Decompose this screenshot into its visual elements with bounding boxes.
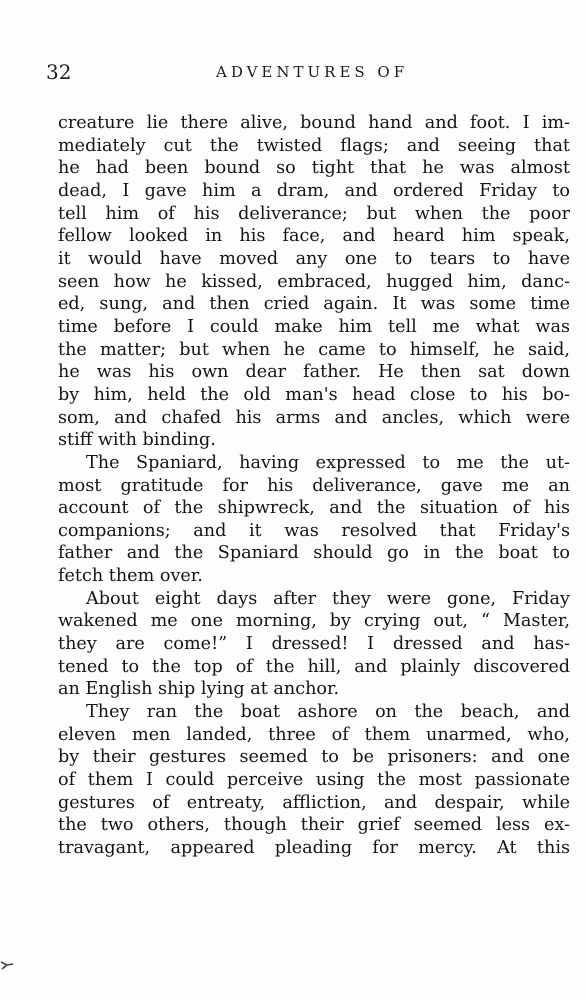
text-line: tened to the top of the hill, and plainly discovered	[58, 656, 570, 677]
text-line: he had been bound so tight that he was almost	[58, 158, 570, 179]
text-line: he was his own dear father. He then sat down	[58, 362, 570, 383]
text-line: account of the shipwreck, and the situation of his	[58, 498, 570, 519]
text-line: an English ship lying at anchor.	[58, 679, 340, 700]
page-number: 32	[46, 60, 72, 84]
paragraph-4	[58, 701, 570, 860]
text-line: the two others, though their grief seemed less ex-	[58, 815, 570, 836]
text-line: ed, sung, and then cried again. It was some time	[58, 294, 570, 315]
text-line: by their gestures seemed to be prisoners: and one	[58, 747, 570, 768]
text-line: by him, held the old man's head close to his bo-	[58, 384, 570, 405]
text-line: The Spaniard, having expressed to me the ut-	[86, 452, 570, 473]
text-line: dead, I gave him a dram, and ordered Friday to	[58, 180, 570, 201]
paragraph-2	[58, 452, 570, 588]
text-line: it would have moved any one to tears to have	[58, 248, 570, 269]
text-line: seen how he kissed, embraced, hugged him, danc-	[58, 271, 570, 292]
text-line: tell him of his deliverance; but when the poor	[58, 203, 570, 224]
text-line: wakened me one morning, by crying out, “ Master,	[58, 611, 570, 632]
text-line: fetch them over.	[58, 566, 203, 587]
running-head	[46, 60, 566, 84]
margin-ink-mark-icon	[0, 958, 18, 972]
running-title: ADVENTURES OF	[216, 63, 409, 81]
paragraph-3	[58, 588, 570, 701]
text-line: creature lie there alive, bound hand and foot. I im-	[58, 113, 570, 133]
text-line: travagant, appeared pleading for mercy. At this	[58, 838, 570, 858]
text-line: of them I could perceive using the most passionate	[58, 770, 570, 791]
body-text	[58, 112, 570, 860]
text-line: They ran the boat ashore on the beach, and	[86, 702, 570, 723]
text-line: About eight days after they were gone, Friday	[86, 588, 570, 609]
text-line: gestures of entreaty, affliction, and despair, while	[58, 792, 570, 813]
text-line: companions; and it was resolved that Friday's	[58, 520, 570, 541]
text-line: som, and chafed his arms and ancles, which were	[58, 407, 570, 428]
text-line: eleven men landed, three of them unarmed, who,	[58, 724, 570, 745]
text-line: mediately cut the twisted flags; and seeing that	[58, 135, 570, 156]
text-line: fellow looked in his face, and heard him speak,	[58, 226, 570, 247]
text-line: most gratitude for his deliverance, gave me an	[58, 475, 570, 496]
text-line: the matter; but when he came to himself, he said,	[58, 339, 570, 360]
text-line: time before I could make him tell me what was	[58, 316, 570, 337]
text-line: father and the Spaniard should go in the boat to	[58, 543, 570, 564]
text-line: they are come!” I dressed! I dressed and has-	[58, 634, 570, 655]
text-line: stiff with binding.	[58, 430, 216, 451]
paragraph-1	[58, 112, 570, 452]
